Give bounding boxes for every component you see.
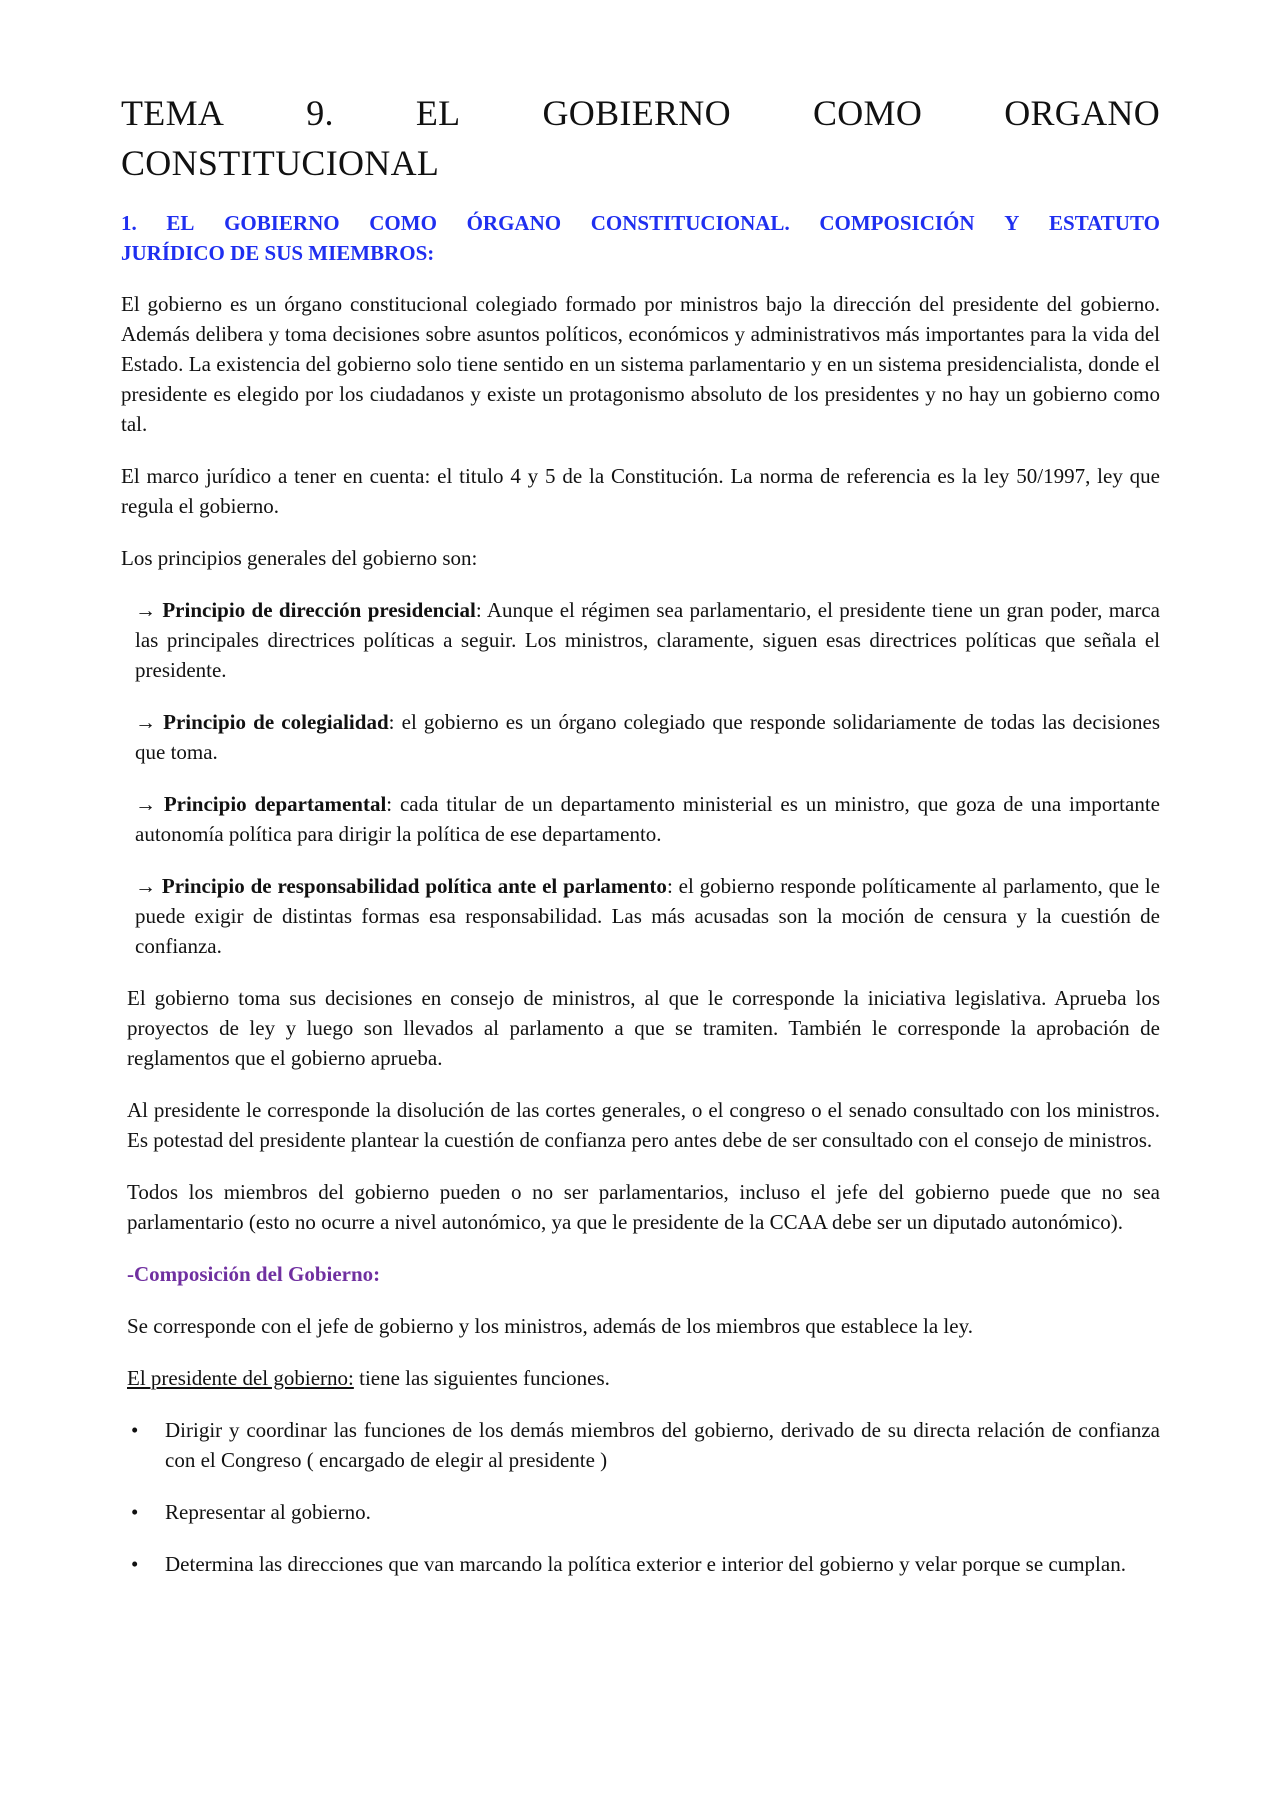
principle-item [135,871,1160,961]
list-item-text: Representar al gobierno. [165,1500,371,1524]
list-item-text: Dirigir y coordinar las funciones de los demás miembros del gobierno, derivado de su directa relación de confianza con el Congreso ( encargado de elegir al presidente ) [165,1418,1160,1472]
paragraph-legal-framework: El marco jurídico a tener en cuenta: el titulo 4 y 5 de la Constitución. La norma de referencia es la ley 50/1997, ley que regula el gobierno. [121,464,1160,518]
section-heading-line-1 [121,208,1160,238]
principle-text: : Aunque el régimen sea parlamentario, el presidente tiene un gran poder, marca las principales directrices políticas a seguir. Los ministros, claramente, siguen esas directrices políticas que señala el presidente. [135,598,1160,682]
list-item-text: Determina las direcciones que van marcando la política exterior e interior del gobierno y velar porque se cumplan. [165,1552,1126,1576]
paragraph-definition: El gobierno es un órgano constitucional colegiado formado por ministros bajo la dirección del presidente del gobierno. Además delibera y toma decisiones sobre asuntos políticos, económicos y administrativos más importantes para la vida del Estado. La existencia del gobierno solo tiene sentido en un sistema parlamentario y en un sistema presidencialista, donde el presidente es elegido por los ciudadanos y existe un protagonismo absoluto de los presidentes y no hay un gobierno como tal. [121,292,1160,436]
section-heading [121,208,1160,268]
heading-word: ESTATUTO [1049,211,1160,235]
paragraph-dissolution: Al presidente le corresponde la disolución de las cortes generales, o el congreso o el senado consultado con los ministros. Es potestad del presidente plantear la cuestión de confianza pero antes debe de ser consultado con el consejo de ministros. [127,1098,1160,1152]
heading-word: EL [166,211,195,235]
title-line-2: CONSTITUCIONAL [121,143,440,183]
principle-name: Principio de colegialidad [163,710,389,734]
paragraph-principles-intro: Los principios generales del gobierno son: [121,546,478,570]
section-heading-line-2: JURÍDICO DE SUS MIEMBROS: [121,241,435,265]
bullet-icon: • [131,1418,139,1442]
principle-item [135,595,1160,685]
principle-text: : el gobierno es un órgano colegiado que responde solidariamente de todas las decisiones que toma. [135,710,1161,764]
arrow-icon: → [135,710,156,734]
paragraph-composition: Se corresponde con el jefe de gobierno y los ministros, además de los miembros que establece la ley. [127,1314,973,1338]
body-block [127,983,1160,1237]
heading-word: 1. [121,211,137,235]
heading-word: ÓRGANO [466,211,562,235]
paragraph-members: Todos los miembros del gobierno pueden o no ser parlamentarios, incluso el jefe del gobierno puede que no sea parlamentario (esto no ocurre a nivel autonómico, ya que le presidente de la CCAA debe ser un diputado autonómico). [127,1180,1160,1234]
heading-word: CONSTITUCIONAL. [590,211,790,235]
title-line-1 [121,88,1160,138]
principle-item [135,789,1160,849]
heading-word: Y [1004,211,1020,235]
document-page [121,88,1160,1601]
principle-text: : el gobierno responde políticamente al parlamento, que le puede exigir de distintas formas esa responsabilidad. Las más acusadas son la moción de censura y la cuestión de confianza. [135,874,1161,958]
title-word: EL [415,93,461,133]
list-item [121,1415,1160,1475]
document-title [121,88,1160,188]
heading-word: COMO [369,211,437,235]
arrow-icon: → [135,792,156,816]
arrow-icon: → [135,874,156,898]
title-word: COMO [812,93,923,133]
paragraph-president [127,1363,1160,1393]
principles-list [135,595,1160,961]
composition-subheading: -Composición del Gobierno: [127,1262,381,1286]
list-item [121,1497,1160,1527]
principle-name: Principio de responsabilidad política ante el parlamento [161,874,667,898]
principle-name: Principio departamental [163,792,387,816]
composition-block [127,1311,1160,1393]
title-word: TEMA [121,93,225,133]
principle-item [135,707,1160,767]
title-word: GOBIERNO [542,93,731,133]
paragraph-council: El gobierno toma sus decisiones en consejo de ministros, al que le corresponde la iniciativa legislativa. Aprueba los proyectos de ley y luego son llevados al parlamento a que se tramiten. También le corresponde la aprobación de reglamentos que el gobierno aprueba. [127,986,1160,1070]
principle-name: Principio de dirección presidencial [162,598,476,622]
heading-word: COMPOSICIÓN [819,211,975,235]
arrow-icon: → [135,598,156,622]
principle-text: : cada titular de un departamento ministerial es un ministro, que goza de una importante autonomía política para dirigir la política de ese departamento. [135,792,1160,846]
president-text: tiene las siguientes funciones. [353,1366,610,1390]
heading-word: GOBIERNO [224,211,340,235]
president-functions-list [121,1415,1160,1579]
president-label: El presidente del gobierno: [127,1366,354,1390]
title-word: 9. [306,93,334,133]
list-item [121,1549,1160,1579]
bullet-icon: • [131,1552,139,1576]
title-word: ORGANO [1004,93,1160,133]
bullet-icon: • [131,1500,139,1524]
